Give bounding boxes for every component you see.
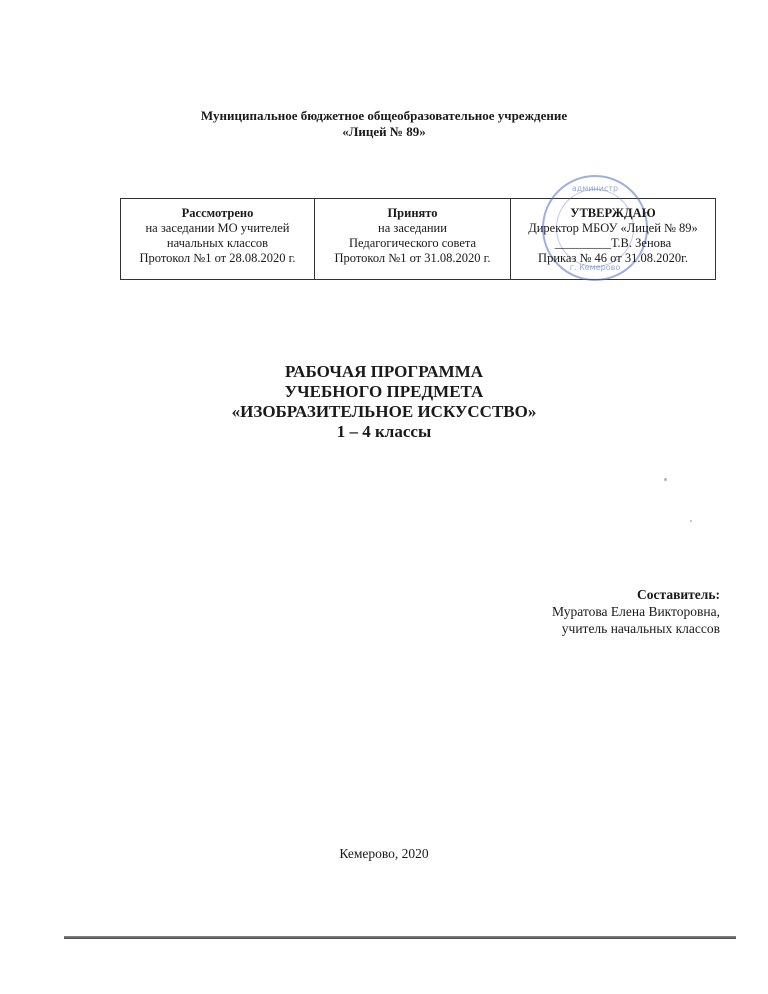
approved-title: УТВЕРЖДАЮ [570, 206, 656, 220]
title-line2: УЧЕБНОГО ПРЕДМЕТА [284, 382, 484, 401]
scan-speck [664, 478, 667, 481]
institution-header [0, 108, 768, 140]
approval-table [120, 184, 716, 280]
seal-bottom-text: г. Кемерово [569, 263, 621, 272]
approved-director: Директор МБОУ «Лицей № 89» [528, 221, 698, 235]
considered-line2: начальных классов [166, 236, 269, 250]
accepted-protocol: Протокол №1 от 31.08.2020 г. [334, 251, 491, 265]
considered-protocol: Протокол №1 от 28.08.2020 г. [139, 251, 296, 265]
seal-top-text: администр [571, 184, 619, 193]
scan-speck [690, 520, 692, 522]
title-line1: РАБОЧАЯ ПРОГРАММА [284, 362, 484, 381]
author-label: Составитель: [637, 587, 720, 602]
institution-lyceum: «Лицей № 89» [342, 124, 426, 139]
title-grades: 1 – 4 классы [336, 422, 432, 441]
author-name: Муратова Елена Викторовна, [552, 604, 720, 619]
considered-title: Рассмотрено [181, 206, 254, 220]
accepted-line1: на заседании [378, 221, 447, 235]
approval-considered [121, 199, 314, 279]
considered-line1: на заседании МО учителей [145, 221, 290, 235]
approval-accepted [314, 199, 510, 279]
document-title [0, 362, 768, 442]
scan-edge-line [64, 936, 736, 939]
approved-order: Приказ № 46 от 31.08.2020г. [538, 251, 688, 265]
author-block [552, 586, 720, 637]
approved-signature: _________Т.В. Зенова [554, 236, 672, 250]
accepted-line2: Педагогического совета [348, 236, 477, 250]
author-role: учитель начальных классов [561, 621, 720, 636]
accepted-title: Принято [387, 206, 438, 220]
institution-name: Муниципальное бюджетное общеобразовательное учреждение [200, 108, 568, 123]
city-year: Кемерово, 2020 [339, 846, 429, 861]
approval-approved [510, 184, 715, 279]
title-line3: «ИЗОБРАЗИТЕЛЬНОЕ ИСКУССТВО» [231, 402, 537, 421]
